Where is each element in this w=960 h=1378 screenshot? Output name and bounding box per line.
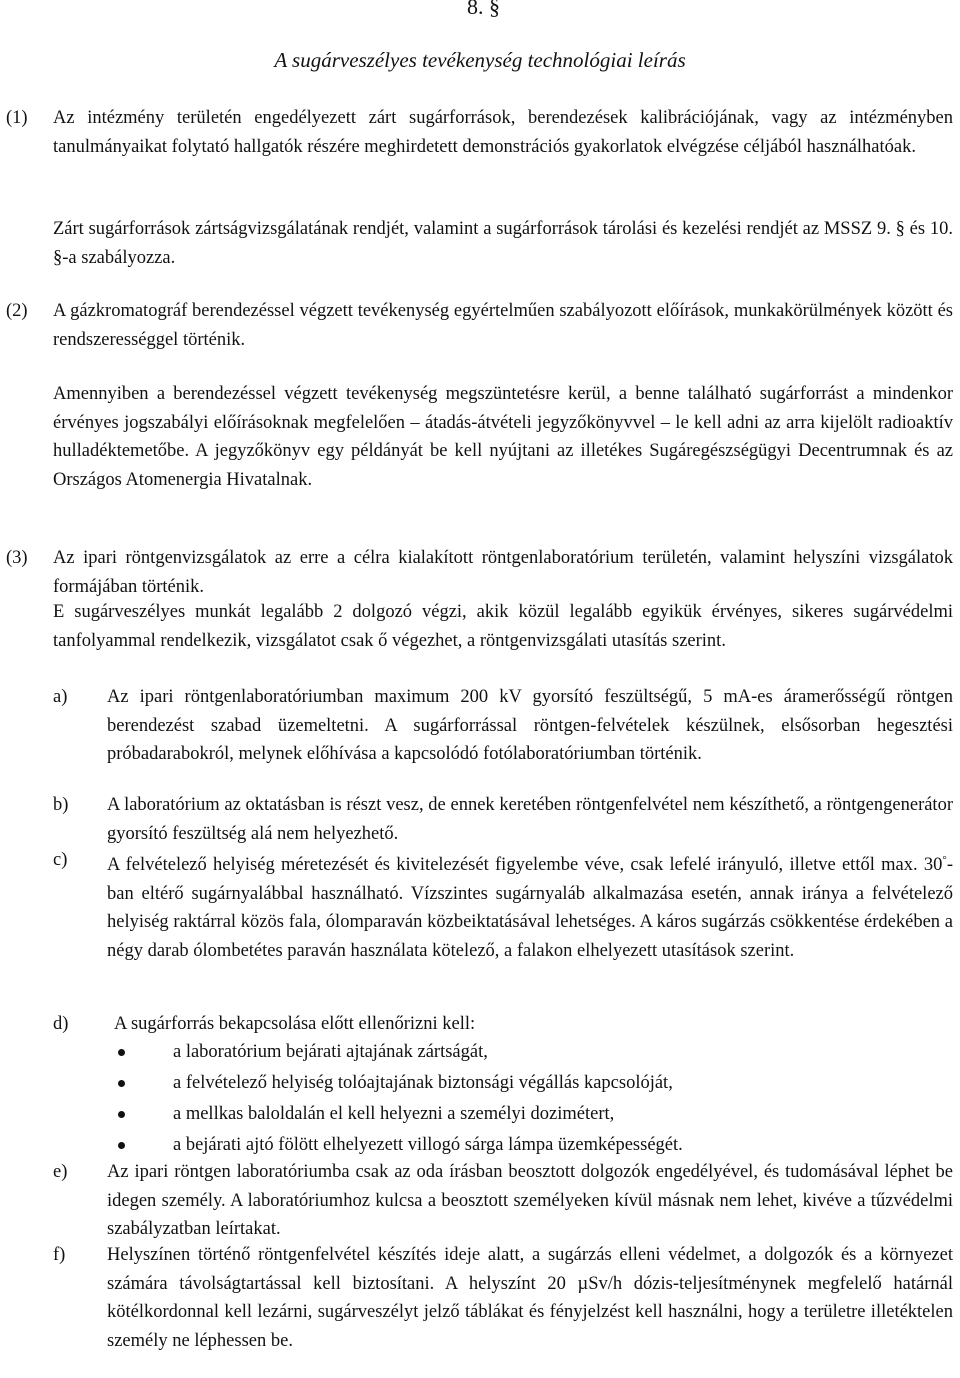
section-number: 8. § [467,0,500,19]
list-item-e: Az ipari röntgen laboratóriumba csak az oda írásban beosztott dolgozók engedélyével, és tudomásával léphet be idegen személy. A laboratóriumhoz kulcsa a beosztott személyeken kívül másnak nem lehet, kivéve a tűzvédelmi szabályzatban leírtakat. [107,1162,953,1239]
bullet-icon [118,1111,125,1118]
paragraph-number-3: (3) [6,548,28,568]
page-title: A sugárveszélyes tevékenység technológiai leírás [274,48,686,72]
list-item-c [107,846,953,965]
paragraph-number-2: (2) [6,301,28,321]
paragraph-number-1: (1) [6,108,28,128]
list-item-b: A laboratórium az oktatásban is részt vesz, de ennek keretében röntgenfelvétel nem készíthető, a röntgengenerátor gyorsító feszültség alá nem helyezhető. [107,795,953,844]
list-item-c-text-b: -ban eltérő sugárnyalábbal használható. Vízszintes sugárnyaláb alkalmazása esetén, annak iránya a felvételező helyiség raktárral közös fala, ólomparaván közbeiktatásával lehetséges. A káros sugárzás csökkentése érdekében a négy darab ólombetétes paraván használata kötelező, a falakon elhelyezett utasítások szerint. [107,855,953,961]
bullet-icon [118,1080,125,1087]
paragraph-1: Az intézmény területén engedélyezett zárt sugárforrások, berendezések kalibrációjának, vagy az intézményben tanulmányaikat folytató hallgatók részére meghirdetett demonstrációs gyakorlatok elvégzése céljából használhatóak. [53,108,953,157]
paragraph-3-continued: E sugárveszélyes munkát legalább 2 dolgozó végzi, akik közül legalább egyikük érvényes, sikeres sugárvédelmi tanfolyammal rendelkezik, vizsgálatot csak ő végezhet, a röntgenvizsgálati utasítás szerint. [53,602,953,651]
list-item-d: A sugárforrás bekapcsolása előtt ellenőrizni kell: [114,1014,476,1034]
bullet-item-2: a felvételező helyiség tolóajtajának biztonsági végállás kapcsolóját, [173,1073,673,1093]
paragraph-2: A gázkromatográf berendezéssel végzett tevékenység egyértelműen szabályozott előírások, munkakörülmények között és rendszerességgel történik. [53,301,953,350]
bullet-icon [118,1049,125,1056]
list-item-letter-d: d) [53,1014,69,1034]
degree-sign: ° [942,854,947,866]
list-item-letter-e: e) [53,1162,68,1182]
paragraph-2-continued: Amennyiben a berendezéssel végzett tevékenység megszüntetésre kerül, a benne található sugárforrást a mindenkor érvényes jogszabályi előírásoknak megfelelően – átadás-átvételi jegyzőkönyvvel – le kell adni az arra kijelölt radioaktív hulladéktemetőbe. A jegyzőkönyv egy példányát be kell nyújtani az illetékes Sugáregészségügyi Decentrumnak és az Országos Atomenergia Hivatalnak. [53,384,953,490]
bullet-item-4: a bejárati ajtó fölött elhelyezett villogó sárga lámpa üzemképességét. [173,1135,683,1155]
list-item-a: Az ipari röntgenlaboratóriumban maximum 200 kV gyorsító feszültségű, 5 mA-es áramerősségű röntgen berendezést szabad üzemeltetni. A sugárforrással röntgen-felvételek készülnek, elsősorban hegesztési próbadarabokról, melynek előhívása a kapcsolódó fotólaboratóriumban történik. [107,687,953,764]
list-item-letter-a: a) [53,687,68,707]
bullet-item-3: a mellkas baloldalán el kell helyezni a személyi dozimétert, [173,1104,615,1124]
bullet-icon [118,1142,125,1149]
paragraph-1-continued: Zárt sugárforrások zártságvizsgálatának rendjét, valamint a sugárforrások tárolási és kezelési rendjét az MSSZ 9. § és 10. §-a szabályozza. [53,219,953,268]
list-item-f: Helyszínen történő röntgenfelvétel készítés ideje alatt, a sugárzás elleni védelmet, a dolgozók és a környezet számára távolságtartással kell biztosítani. A helyszínt 20 µSv/h dózis-teljesítménynek megfelelő határnál kötélkordonnal kell lezárni, sugárveszélyt jelző táblákat és fényjelzést kell használni, hogy a területre illetéktelen személy ne léphessen be. [107,1245,953,1351]
list-item-letter-f: f) [53,1245,66,1265]
bullet-item-1: a laboratórium bejárati ajtajának zártságát, [173,1042,488,1062]
list-item-letter-c: c) [53,850,68,870]
list-item-letter-b: b) [53,795,69,815]
list-item-c-text-a: A felvételező helyiség méretezését és kivitelezését figyelembe véve, csak lefelé irányuló, illetve ettől max. 30 [107,855,943,876]
paragraph-3: Az ipari röntgenvizsgálatok az erre a célra kialakított röntgenlaboratórium területén, valamint helyszíni vizsgálatok formájában történik. [53,548,953,597]
